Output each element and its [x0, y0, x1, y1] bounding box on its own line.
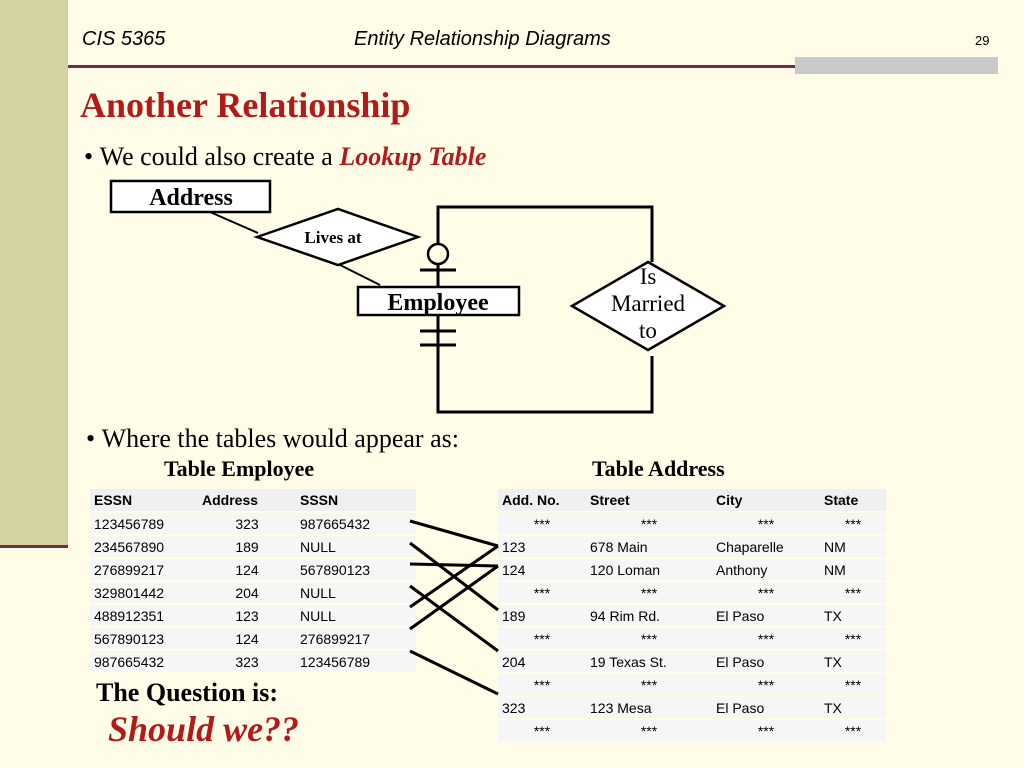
- table-cell: 323: [198, 650, 296, 672]
- table-cell: ***: [820, 512, 886, 535]
- table-cell: NULL: [296, 581, 416, 604]
- bullet-lookup-text: We could also create a: [99, 142, 340, 171]
- address-table: [498, 489, 886, 741]
- table-row: [90, 604, 416, 627]
- table-cell: 123 Mesa: [586, 696, 712, 719]
- table-cell: ***: [586, 581, 712, 604]
- livesat-to-employee-line: [338, 264, 380, 285]
- table-cell: Anthony: [712, 558, 820, 581]
- married-label-line3: to: [639, 318, 657, 343]
- table-cell: 987665432: [90, 650, 198, 672]
- table-cell: 124: [198, 627, 296, 650]
- table-cell: ***: [712, 719, 820, 741]
- married-label-line1: Is: [639, 264, 657, 289]
- table-cell: NM: [820, 535, 886, 558]
- table-cell: Chaparelle: [712, 535, 820, 558]
- table-cell: ***: [712, 581, 820, 604]
- table-header-row: [90, 489, 416, 512]
- table-header-row: [498, 489, 886, 512]
- table-row: [498, 696, 886, 719]
- table-cell: ***: [712, 627, 820, 650]
- table-row: [90, 650, 416, 672]
- table-row: [90, 581, 416, 604]
- table-cell: 204: [198, 581, 296, 604]
- table-cell: El Paso: [712, 696, 820, 719]
- table-cell: 123456789: [296, 650, 416, 672]
- address-table-title: Table Address: [592, 456, 725, 481]
- table-cell: 189: [198, 535, 296, 558]
- table-row: [90, 558, 416, 581]
- table-cell: 276899217: [296, 627, 416, 650]
- employee-entity-label: Employee: [387, 290, 489, 316]
- table-cell: 276899217: [90, 558, 198, 581]
- column-header: ESSN: [90, 489, 198, 512]
- table-cell: 678 Main: [586, 535, 712, 558]
- table-cell: ***: [498, 673, 586, 696]
- column-header: Address: [198, 489, 296, 512]
- table-cell: ***: [820, 673, 886, 696]
- table-row: [498, 558, 886, 581]
- table-cell: 488912351: [90, 604, 198, 627]
- table-row: [498, 604, 886, 627]
- column-header: Add. No.: [498, 489, 586, 512]
- table-cell: 329801442: [90, 581, 198, 604]
- table-cell: ***: [820, 581, 886, 604]
- table-row: [498, 719, 886, 741]
- table-cell: 19 Texas St.: [586, 650, 712, 673]
- table-cell: ***: [498, 719, 586, 741]
- course-code: CIS 5365: [82, 28, 166, 50]
- table-cell: 123: [198, 604, 296, 627]
- answer-text: Should we??: [108, 709, 300, 749]
- table-row: [498, 650, 886, 673]
- table-cell: TX: [820, 696, 886, 719]
- optional-circle-symbol: [428, 244, 448, 264]
- table-cell: 567890123: [296, 558, 416, 581]
- married-top-connector: [438, 207, 652, 287]
- column-header: State: [820, 489, 886, 512]
- table-cell: 204: [498, 650, 586, 673]
- table-cell: TX: [820, 650, 886, 673]
- table-cell: ***: [498, 627, 586, 650]
- table-cell: ***: [712, 512, 820, 535]
- table-row: [90, 535, 416, 558]
- column-header: SSSN: [296, 489, 416, 512]
- table-cell: TX: [820, 604, 886, 627]
- table-cell: 123: [498, 535, 586, 558]
- table-row: [498, 673, 886, 696]
- table-row: [498, 535, 886, 558]
- table-cell: 120 Loman: [586, 558, 712, 581]
- table-cell: NULL: [296, 604, 416, 627]
- table-cell: 323: [198, 512, 296, 535]
- table-cell: 189: [498, 604, 586, 627]
- married-label-line2: Married: [610, 291, 686, 316]
- address-entity-label: Address: [149, 185, 233, 211]
- lookup-table-emphasis: Lookup Table: [339, 142, 487, 171]
- bullet-tables-appear: [86, 424, 459, 454]
- bullet-marker: •: [84, 142, 100, 171]
- bullet-marker: •: [86, 424, 102, 453]
- lives-at-label: Lives at: [304, 228, 362, 247]
- table-cell: NULL: [296, 535, 416, 558]
- table-cell: El Paso: [712, 604, 820, 627]
- question-text: The Question is:: [96, 678, 279, 707]
- slide-title: Another Relationship: [80, 85, 411, 125]
- slide-topic: Entity Relationship Diagrams: [354, 28, 611, 50]
- table-cell: ***: [820, 627, 886, 650]
- column-header: City: [712, 489, 820, 512]
- table-cell: 123456789: [90, 512, 198, 535]
- table-cell: ***: [712, 673, 820, 696]
- table-cell: ***: [586, 627, 712, 650]
- table-cell: 323: [498, 696, 586, 719]
- table-cell: 124: [498, 558, 586, 581]
- table-cell: 94 Rim Rd.: [586, 604, 712, 627]
- table-cell: El Paso: [712, 650, 820, 673]
- table-cell: ***: [586, 512, 712, 535]
- table-row: [498, 512, 886, 535]
- table-row: [90, 627, 416, 650]
- page-number: 29: [975, 33, 990, 48]
- address-to-livesat-line: [210, 212, 258, 233]
- table-row: [90, 512, 416, 535]
- employee-table: [90, 489, 416, 672]
- bullet-tables-text: Where the tables would appear as:: [101, 424, 459, 453]
- table-cell: ***: [586, 673, 712, 696]
- column-header: Street: [586, 489, 712, 512]
- table-row: [498, 627, 886, 650]
- table-cell: NM: [820, 558, 886, 581]
- table-cell: ***: [498, 581, 586, 604]
- table-cell: ***: [820, 719, 886, 741]
- table-cell: 987665432: [296, 512, 416, 535]
- table-cell: ***: [498, 512, 586, 535]
- table-row: [498, 581, 886, 604]
- table-cell: ***: [586, 719, 712, 741]
- table-cell: 124: [198, 558, 296, 581]
- table-cell: 567890123: [90, 627, 198, 650]
- table-cell: 234567890: [90, 535, 198, 558]
- employee-table-title: Table Employee: [164, 456, 315, 481]
